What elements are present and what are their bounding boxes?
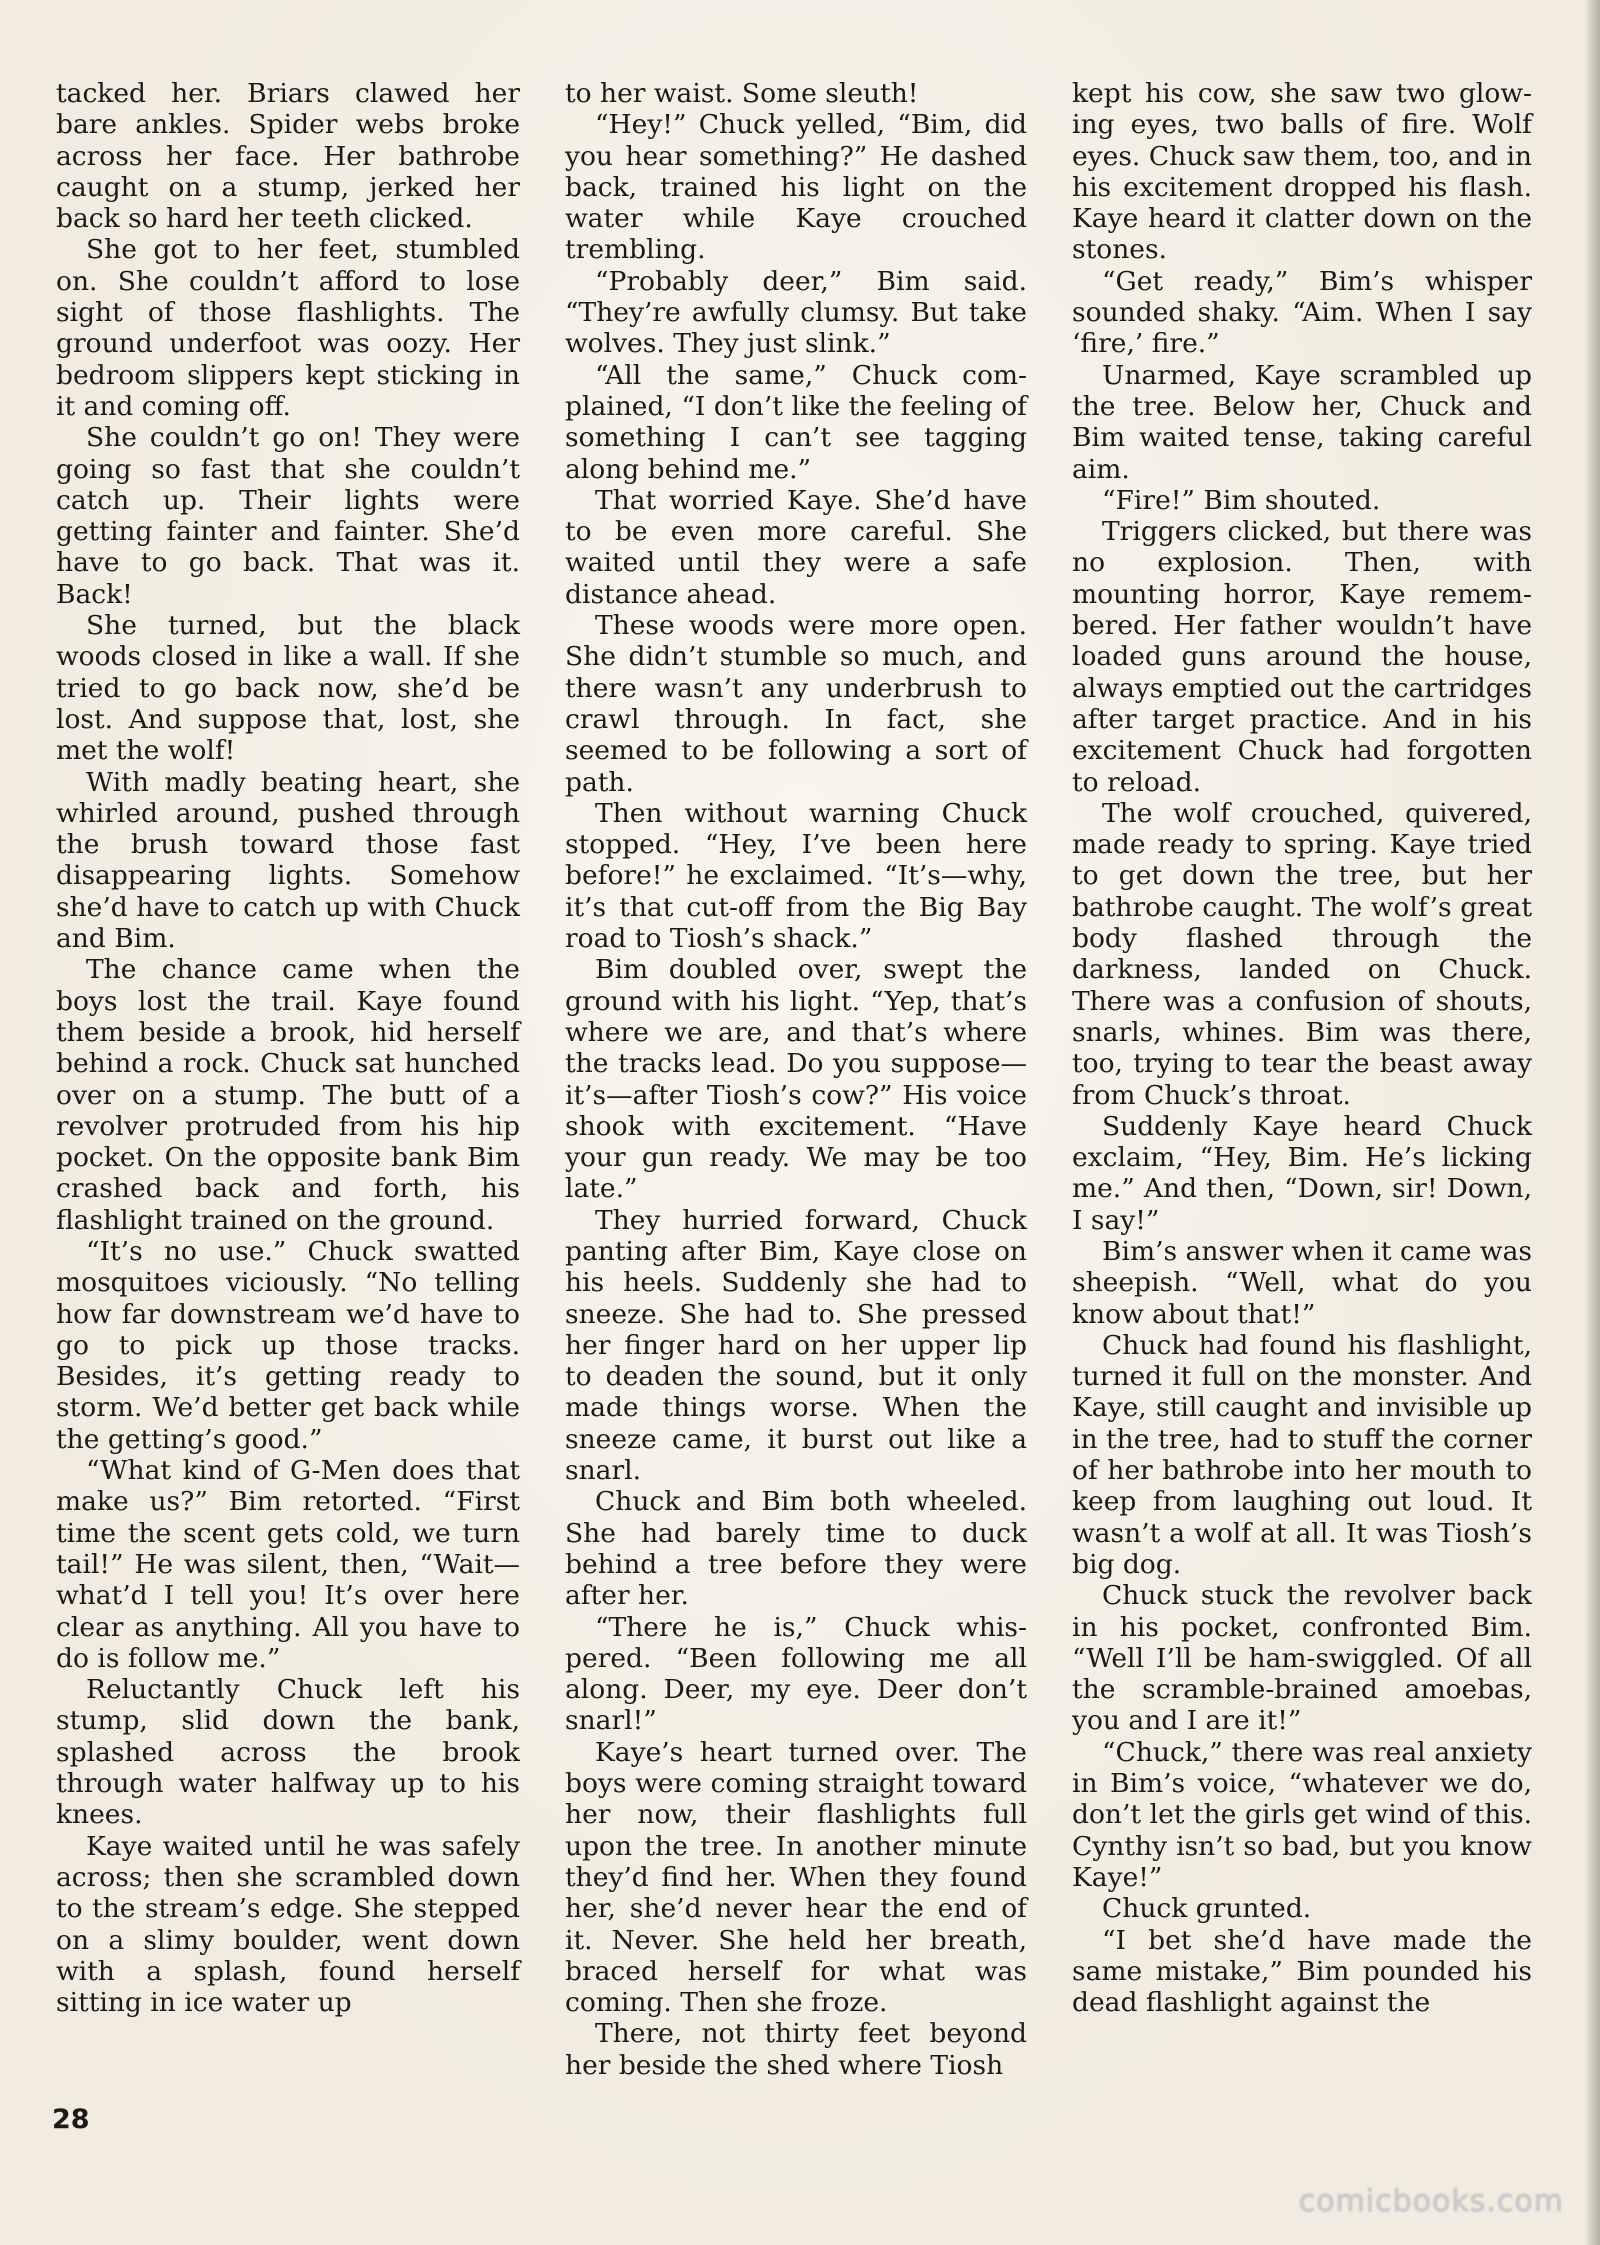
paragraph: Bim doubled over, swept the ground with his light. “Yep, that’s where we are, and that’s where the tracks lead. Do you suppose—it’s—after Tiosh’s cow?” His voice shook with excitement. “Have your gun ready. We may be too late.” — [565, 954, 1027, 1205]
paragraph: “All the same,” Chuck complained, “I don’t like the feeling of something I can’t see tagging along behind me.” — [565, 359, 1027, 485]
paragraph: Kaye waited until he was safely across; then she scrambled down to the stream’s edge. She stepped on a slimy boulder, went down with a splash, found herself sitting in ice water up — [56, 1830, 520, 2019]
paragraph: Chuck and Bim both wheeled. She had barely time to duck behind a tree before they were after her. — [565, 1486, 1027, 1612]
paragraph: She couldn’t go on! They were going so fast that she couldn’t catch up. Their lights were getting fainter and fainter. She’d have to go back. That was it. Back! — [56, 422, 520, 610]
paragraph: There, not thirty feet beyond her beside the shed where Tiosh — [565, 2018, 1027, 2081]
paragraph: Triggers clicked, but there was no explosion. Then, with mounting horror, Kaye remembered. Her father wouldn’t have loaded guns around the house, always emptied out the cartridges after target practice. And in his excitement Chuck had forgotten to reload. — [1072, 516, 1532, 798]
paragraph: With madly beating heart, she whirled around, pushed through the brush toward those fast disappearing lights. Somehow she’d have to catch up with Chuck and Bim. — [56, 766, 520, 955]
paragraph: “What kind of G-Men does that make us?” Bim retorted. “First time the scent gets cold, we turn tail!” He was silent, then, “Wait—what’d I tell you! It’s over here clear as anything. All you have to do is follow me.” — [56, 1455, 520, 1674]
paragraph: Chuck had found his flashlight, turned it full on the monster. And Kaye, still caught and invisible up in the tree, had to stuff the corner of her bathrobe into her mouth to keep from laughing out loud. It wasn’t a wolf at all. It was Tiosh’s big dog. — [1072, 1329, 1532, 1580]
paragraph: “It’s no use.” Chuck swatted mosquitoes viciously. “No telling how far downstream we’d have to go to pick up those tracks. Besides, it’s getting ready to storm. We’d better get back while the getting’s good.” — [56, 1235, 520, 1455]
watermark: comicbooks.com — [1298, 2184, 1564, 2219]
text-column-1 — [56, 78, 520, 2018]
paragraph: to her waist. Some sleuth! — [565, 78, 919, 109]
text-column-3 — [1072, 78, 1532, 2018]
paragraph: tacked her. Briars clawed her bare ankles. Spider webs broke across her face. Her bathrobe caught on a stump, jerked her back so hard her teeth clicked. — [56, 78, 520, 235]
paragraph: Unarmed, Kaye scrambled up the tree. Below her, Chuck and Bim waited tense, taking careful aim. — [1072, 359, 1532, 485]
paragraph: Kaye’s heart turned over. The boys were coming straight toward her now, their flashlights full upon the tree. In another minute they’d find her. When they found her, she’d never hear the end of it. Never. She held her breath, braced herself for what was coming. Then she froze. — [565, 1736, 1027, 2019]
text-column-2 — [565, 78, 1027, 2081]
paragraph: These woods were more open. She didn’t stumble so much, and there wasn’t any underbrush to crawl through. In fact, she seemed to be following a sort of path. — [565, 610, 1027, 798]
paragraph: She got to her feet, stumbled on. She couldn’t afford to lose sight of those flashlights. The ground underfoot was oozy. Her bedroom slippers kept sticking in it and coming off. — [56, 234, 520, 422]
paragraph: “There he is,” Chuck whispered. “Been following me all along. Deer, my eye. Deer don’t snarl!” — [565, 1611, 1027, 1737]
paragraph: They hurried forward, Chuck panting after Bim, Kaye close on his heels. Suddenly she had to sneeze. She had to. She pressed her finger hard on her upper lip to deaden the sound, but it only made things worse. When the sneeze came, it burst out like a snarl. — [565, 1204, 1027, 1487]
paragraph: She turned, but the black woods closed in like a wall. If she tried to go back now, she’d be lost. And suppose that, lost, she met the wolf! — [56, 610, 520, 767]
paragraph: “Fire!” Bim shouted. — [1102, 484, 1381, 516]
paragraph: “Hey!” Chuck yelled, “Bim, did you hear something?” He dashed back, trained his light on the water while Kaye crouched trembling. — [565, 109, 1027, 266]
paragraph: Suddenly Kaye heard Chuck exclaim, “Hey, Bim. He’s licking me.” And then, “Down, sir! Down, I say!” — [1072, 1110, 1532, 1236]
page-number: 28 — [52, 2104, 90, 2135]
paragraph: Bim’s answer when it came was sheepish. “Well, what do you know about that!” — [1072, 1235, 1532, 1330]
paragraph: “Get ready,” Bim’s whisper sounded shaky. “Aim. When I say ‘fire,’ fire.” — [1072, 265, 1532, 360]
paragraph: Chuck stuck the revolver back in his pocket, confronted Bim. “Well I’ll be ham-swiggled. Of all the scramble-brained amoebas, you and I are it!” — [1072, 1580, 1532, 1737]
page-edge-shadow — [1584, 0, 1600, 2245]
paragraph: That worried Kaye. She’d have to be even more careful. She waited until they were a safe distance ahead. — [565, 484, 1027, 610]
paragraph: The wolf crouched, quivered, made ready to spring. Kaye tried to get down the tree, but her bathrobe caught. The wolf’s great body flashed through the darkness, landed on Chuck. There was a confusion of shouts, snarls, whines. Bim was there, too, trying to tear the beast away from Chuck’s throat. — [1072, 797, 1532, 1111]
paragraph: kept his cow, she saw two glowing eyes, two balls of fire. Wolf eyes. Chuck saw them, too, and in his excitement dropped his flash. Kaye heard it clatter down on the stones. — [1072, 78, 1532, 266]
paragraph: Chuck grunted. — [1102, 1893, 1312, 1925]
paragraph: Then without warning Chuck stopped. “Hey, I’ve been here before!” he exclaimed. “It’s—why, it’s that cut-off from the Big Bay road to Tiosh’s shack.” — [565, 797, 1027, 955]
paragraph: “I bet she’d have made the same mistake,” Bim pounded his dead flashlight against the — [1072, 1924, 1532, 2019]
paragraph: “Chuck,” there was real anxiety in Bim’s voice, “whatever we do, don’t let the girls get wind of this. Cynthy isn’t so bad, but you know Kaye!” — [1072, 1736, 1532, 1893]
paragraph: “Probably deer,” Bim said. “They’re awfully clumsy. But take wolves. They just slink.” — [565, 265, 1027, 360]
paragraph: Reluctantly Chuck left his stump, slid down the bank, splashed across the brook through water halfway up to his knees. — [56, 1674, 520, 1831]
paragraph: The chance came when the boys lost the trail. Kaye found them beside a brook, hid herself behind a rock. Chuck sat hunched over on a stump. The butt of a revolver protruded from his hip pocket. On the opposite bank Bim crashed back and forth, his flashlight trained on the ground. — [56, 954, 520, 1236]
